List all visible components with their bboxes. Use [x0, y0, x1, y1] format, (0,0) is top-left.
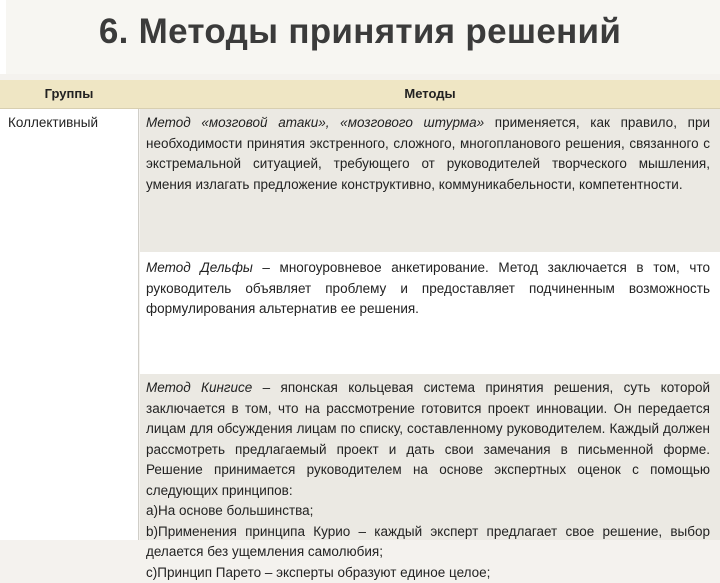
header-groups: Группы — [0, 86, 138, 101]
group-cell — [0, 109, 139, 540]
page-title: 6. Методы принятия решений — [0, 12, 720, 52]
method-description — [146, 113, 710, 195]
method-text: – японская кольцевая система принятия решения, суть которой заключается в том, что на рассмотрение готовится проект инновации. Он передается лицам для обсуждения лицам по списку, составленному руководителем. Каждый должен рассмотреть предлагаемый проект и дать свои замечания в письменной форме. Решение принимается руководителем на основе экспертных оценок с помощью следующих принципов: — [146, 380, 710, 498]
principle-item: b)Применения принципа Курио – каждый эксперт предлагает свое решение, выбор делается без ущемления самолюбия; — [146, 522, 710, 563]
method-description — [146, 378, 710, 501]
method-cell-brainstorm — [140, 109, 720, 252]
method-name: Метод Дельфы — [146, 260, 253, 275]
method-name: Метод «мозговой атаки», «мозгового штурма» — [146, 115, 484, 130]
group-label: Коллективный — [8, 115, 98, 130]
table-header-row — [0, 80, 720, 109]
method-cell-delphi — [140, 254, 720, 372]
title-bar — [0, 0, 720, 74]
method-text: – многоуровневое анкетирование. Метод заключается в том, что руководитель объявляет проблему и предоставляет подчиненным возможность формулирования альтернатив ее решения. — [146, 260, 710, 316]
principle-item: с)Принцип Парето – эксперты образуют единое целое; — [146, 563, 710, 583]
principle-item: а)На основе большинства; — [146, 501, 710, 522]
method-text: применяется, как правило, при необходимости принятия экстренного, сложного, многопланового решения, связанного с экстремальной ситуацией, требующего от руководителей творческого мышления, умения излагать предложение конструктивно, коммуникабельности, компетентности. — [146, 115, 710, 192]
method-description — [146, 258, 710, 320]
methods-table — [0, 80, 720, 540]
method-cell-kingise — [140, 374, 720, 540]
header-methods: Методы — [140, 86, 720, 101]
method-name: Метод Кингисе — [146, 380, 252, 395]
